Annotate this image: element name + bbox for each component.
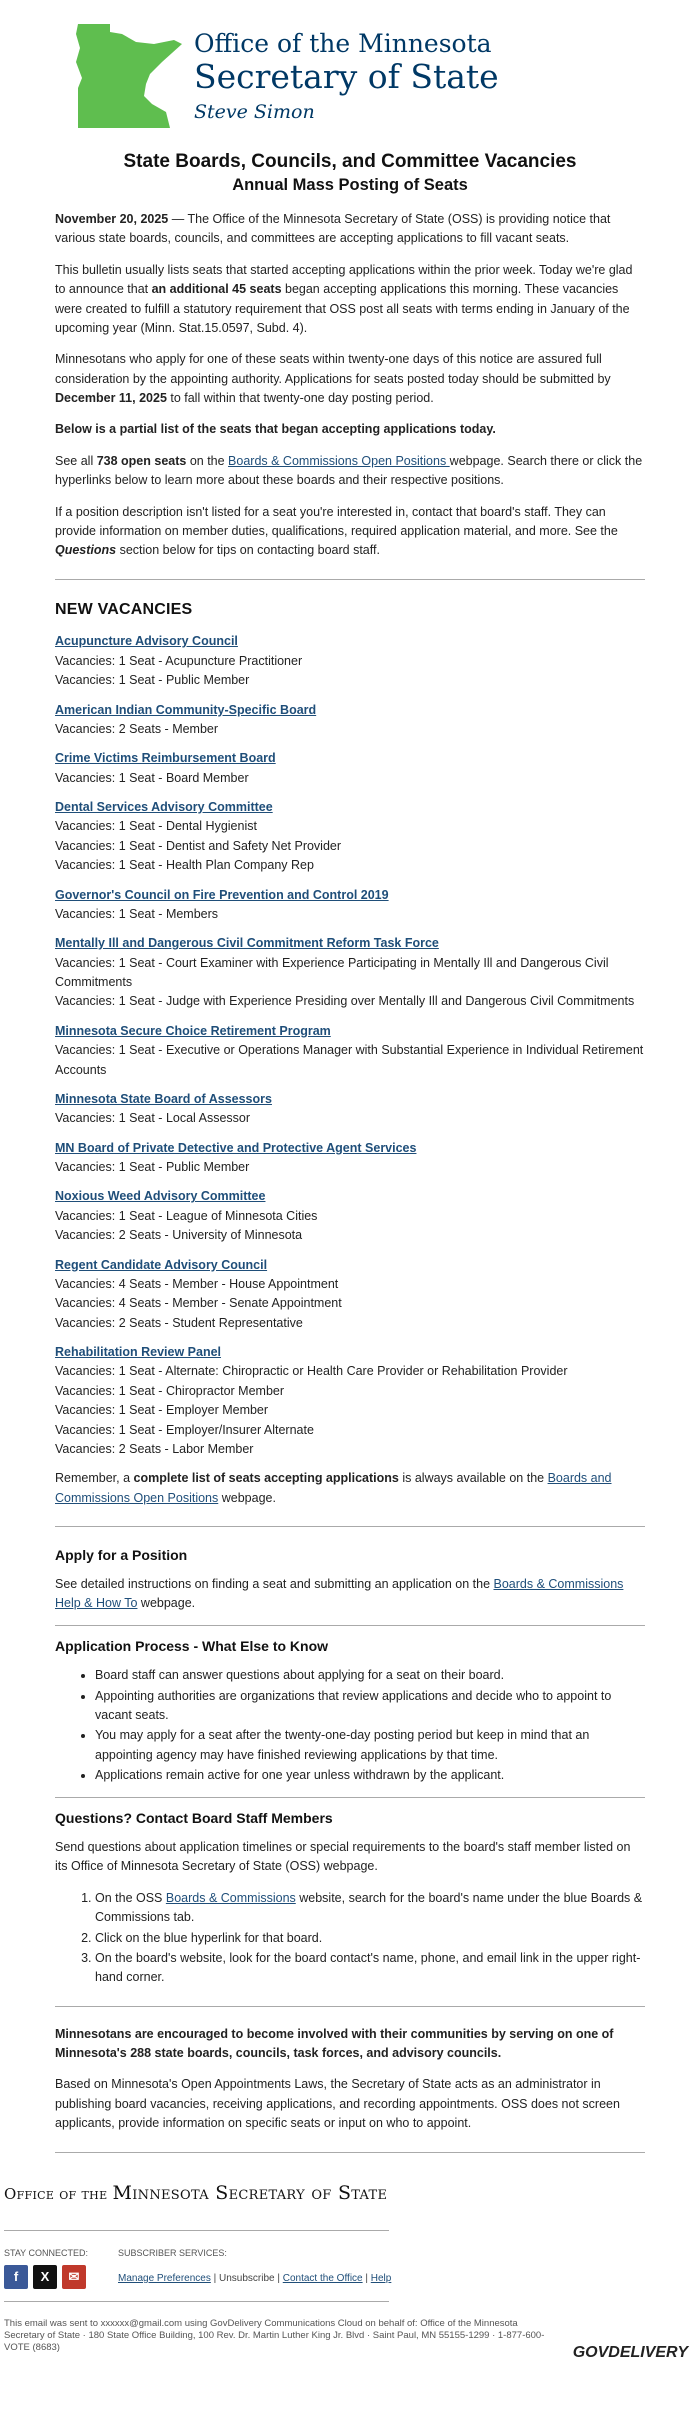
- boards-open-positions-link[interactable]: Boards and Commissions Open Positions: [55, 1471, 612, 1505]
- process-heading: Application Process - What Else to Know: [55, 1638, 329, 1655]
- new-vacancies-heading: NEW VACANCIES: [55, 600, 193, 618]
- board-link[interactable]: Crime Victims Reimbursement Board: [55, 751, 276, 766]
- intro-paragraph-2: [55, 261, 645, 339]
- apply-text: webpage.: [137, 1596, 196, 1611]
- vacancy-line: Vacancies: 1 Seat - Court Examiner with Experience Participating in Mentally Ill and Dangerous Civil Commitments: [55, 955, 609, 990]
- apply-paragraph: [55, 1575, 645, 1614]
- x-icon[interactable]: X: [33, 2265, 57, 2289]
- remember-text: webpage.: [218, 1490, 276, 1505]
- vacancy-line: Vacancies: 1 Seat - Alternate: Chiropractic or Health Care Provider or Rehabilitation Provider: [55, 1364, 568, 1379]
- vacancy-block: [55, 632, 645, 690]
- questions-ref: Questions: [55, 543, 117, 558]
- divider: [55, 1797, 645, 1798]
- vacancy-block: [55, 701, 645, 740]
- closing-text: Based on Minnesota's Open Appointments Laws, the Secretary of State acts as an administrator in publishing board vacancies, receiving applications, and recording appointments. OSS does not screen applicants, provide information on specific seats or input on who to appoint.: [55, 2077, 620, 2131]
- vacancy-line: Vacancies: 1 Seat - Health Plan Company Rep: [55, 858, 314, 873]
- footer-logo-prefix: Office of the: [4, 2184, 113, 2203]
- vacancy-line: Vacancies: 2 Seats - Labor Member: [55, 1441, 254, 1456]
- vacancy-block: [55, 749, 645, 788]
- footer: [0, 2179, 700, 2362]
- intro-bold: an additional 45 seats: [151, 282, 282, 297]
- apply-text: See detailed instructions on finding a seat and submitting an application on the: [55, 1576, 494, 1591]
- step-text: website, search for the board's name under the blue Boards & Commissions tab.: [95, 1890, 643, 1925]
- vacancy-line: Vacancies: 1 Seat - Judge with Experience Presiding over Mentally Ill and Dangerous Civil Commitments: [55, 994, 635, 1009]
- open-seats-count: 738 open seats: [96, 453, 187, 468]
- subscriber-services: [118, 2247, 391, 2289]
- list-item: • Appointing authorities are organizations that review applications and decide who to appoint to vacant seats.: [95, 1687, 645, 1726]
- questions-steps: [95, 1889, 645, 1988]
- board-link[interactable]: Regent Candidate Advisory Council: [55, 1257, 268, 1272]
- intro-paragraph-6: [55, 503, 645, 561]
- intro-text: webpage. Search there or click the hyperlinks below to learn more about these boards and their respective positions.: [55, 453, 643, 488]
- list-item: 3. On the board's website, look for the board contact's name, phone, and email link in the upper right-hand corner.: [95, 1949, 645, 1988]
- board-link[interactable]: American Indian Community-Specific Board: [55, 702, 317, 717]
- remember-bold: complete list of seats accepting applications: [133, 1471, 399, 1486]
- closing-bold-text: Minnesotans are encouraged to become involved with their communities by serving on one of Minnesota's 288 state boards, councils, task forces, and advisory councils.: [55, 2026, 614, 2061]
- vacancy-block: [55, 934, 645, 1012]
- footer-divider: [4, 2301, 389, 2302]
- vacancy-line: Vacancies: 1 Seat - Members: [55, 906, 219, 921]
- subscriber-services-label: SUBSCRIBER SERVICES:: [118, 2248, 227, 2259]
- questions-heading: Questions? Contact Board Staff Members: [55, 1810, 333, 1827]
- remember-text: is always available on the: [398, 1471, 548, 1486]
- deadline-date: December 11, 2025: [55, 391, 167, 405]
- facebook-icon[interactable]: f: [4, 2265, 28, 2289]
- contact-office-link[interactable]: Contact the Office: [282, 2272, 363, 2284]
- intro-paragraph-3: [55, 350, 645, 408]
- intro-text: Minnesotans who apply for one of these seats within twenty-one days of this notice are assured full consideration by the appointing authority. Applications for seats posted today should be submitted by: [55, 352, 611, 386]
- remember-paragraph: [55, 1469, 645, 1508]
- questions-intro: Send questions about application timelines or special requirements to the board's staff member listed on its Office of Minnesota Secretary of State (OSS) webpage.: [55, 1840, 631, 1874]
- divider: [55, 2152, 645, 2153]
- list-item: • Applications remain active for one year unless withdrawn by the applicant.: [95, 1766, 645, 1785]
- vacancy-list: [55, 632, 645, 1459]
- closing-bold: [55, 2025, 645, 2064]
- intro-text: If a position description isn't listed for a seat you're interested in, contact that board's staff. They can provide information on member duties, qualifications, required application material, and more. See the: [55, 504, 618, 538]
- vacancy-line: Vacancies: 1 Seat - Local Assessor: [55, 1111, 251, 1126]
- help-link[interactable]: Help: [370, 2272, 392, 2284]
- boards-commissions-link[interactable]: Boards & Commissions: [165, 1890, 296, 1905]
- intro-text: See all: [55, 453, 97, 468]
- step-text: On the OSS: [95, 1890, 166, 1905]
- intro-paragraph-4: [55, 420, 645, 439]
- divider: [55, 1625, 645, 1626]
- divider: [55, 579, 645, 580]
- unsubscribe-link[interactable]: Unsubscribe: [219, 2272, 275, 2284]
- vacancy-line: Vacancies: 1 Seat - Board Member: [55, 770, 249, 785]
- logo-line-office: Office of the Minnesota: [194, 29, 492, 58]
- footer-logo-main: Minnesota Secretary of State: [112, 2181, 388, 2204]
- govdelivery-logo: GOVDELIVERY: [572, 2344, 688, 2362]
- page-subtitle: Annual Mass Posting of Seats: [232, 176, 468, 194]
- board-link[interactable]: Noxious Weed Advisory Committee: [55, 1189, 266, 1204]
- intro-paragraph-1: [55, 210, 645, 249]
- subscriber-links: Manage Preferences | Unsubscribe | Contact the Office | Help: [118, 2272, 392, 2284]
- intro-bold: Below is a partial list of the seats that began accepting applications today.: [55, 422, 496, 437]
- board-link[interactable]: Governor's Council on Fire Prevention and Control 2019: [55, 887, 389, 902]
- vacancy-block: [55, 1256, 645, 1334]
- intro-text: to fall within that twenty-one day posting period.: [166, 391, 434, 405]
- vacancy-block: [55, 1343, 645, 1459]
- oss-header: [0, 0, 700, 132]
- board-link[interactable]: MN Board of Private Detective and Protective Agent Services: [55, 1140, 417, 1155]
- list-item: 2. Click on the blue hyperlink for that board.: [95, 1929, 645, 1948]
- board-link[interactable]: Rehabilitation Review Panel: [55, 1345, 222, 1360]
- list-item: • You may apply for a seat after the twenty-one-day posting period but keep in mind that an appointing agency may have finished reviewing applications by that time.: [95, 1726, 645, 1765]
- vacancy-line: Vacancies: 1 Seat - Public Member: [55, 673, 250, 688]
- board-link[interactable]: Minnesota Secure Choice Retirement Program: [55, 1023, 331, 1038]
- vacancy-block: [55, 1187, 645, 1245]
- remember-text: Remember, a: [55, 1471, 134, 1486]
- apply-heading: Apply for a Position: [55, 1547, 188, 1564]
- vacancy-line: Vacancies: 4 Seats - Member - Senate Appointment: [55, 1296, 342, 1311]
- email-icon[interactable]: ✉: [62, 2265, 86, 2289]
- notice-date: November 20, 2025: [55, 212, 169, 226]
- footer-disclaimer: This email was sent to xxxxxx@gmail.com using GovDelivery Communications Cloud on behalf of: Office of the Minnesota Secretary of State · 180 State Office Building, 100 Rev. Dr. Martin Luther King Jr. Blvd · Saint Paul, MN 55155-1299 · 1-877-600-VOTE (8683): [4, 2317, 545, 2353]
- list-item: • Board staff can answer questions about applying for a seat on their board.: [95, 1666, 645, 1685]
- list-item: [95, 1889, 645, 1928]
- minnesota-map-icon: [70, 22, 188, 130]
- intro-text: began accepting applications this morning. These vacancies were created to fulfill a statutory requirement that OSS post all seats with terms ending in January of the upcoming year (Minn. Stat.15.0597, Subd. 4).: [55, 282, 630, 335]
- vacancy-block: [55, 1090, 645, 1129]
- process-list: [95, 1666, 645, 1785]
- stay-connected-label: STAY CONNECTED:: [4, 2248, 89, 2259]
- board-link[interactable]: Mentally Ill and Dangerous Civil Commitment Reform Task Force: [55, 936, 439, 951]
- stay-connected: [4, 2247, 94, 2289]
- footer-logo: [0, 2179, 700, 2208]
- vacancy-block: [55, 1022, 645, 1080]
- vacancy-line: Vacancies: 1 Seat - Acupuncture Practitioner: [55, 653, 303, 668]
- intro-text: This bulletin usually lists seats that started accepting applications within the prior week. Today we're glad to announce that: [55, 262, 633, 297]
- main-content: [0, 150, 700, 2153]
- divider: [55, 1526, 645, 1527]
- vacancy-line: Vacancies: 2 Seats - Member: [55, 721, 219, 736]
- intro-text: — The Office of the Minnesota Secretary of State (OSS) is providing notice that various state boards, councils, and committees are accepting applications to fill vacant seats.: [55, 212, 611, 246]
- vacancy-line: Vacancies: 1 Seat - Employer Member: [55, 1403, 269, 1418]
- divider: [55, 2006, 645, 2007]
- manage-preferences-link[interactable]: Manage Preferences: [118, 2272, 211, 2284]
- vacancy-line: Vacancies: 2 Seats - Student Representative: [55, 1315, 303, 1330]
- footer-divider: [4, 2230, 389, 2231]
- oss-logo-text: [194, 30, 499, 124]
- vacancy-line: Vacancies: 4 Seats - Member - House Appointment: [55, 1276, 339, 1291]
- vacancy-line: Vacancies: 1 Seat - Executive or Operations Manager with Substantial Experience in Individual Retirement Accounts: [55, 1043, 644, 1077]
- logo-line-name: Steve Simon: [194, 101, 315, 123]
- vacancy-block: [55, 1139, 645, 1178]
- footer-links: [0, 2247, 700, 2289]
- board-link[interactable]: Minnesota State Board of Assessors: [55, 1091, 272, 1106]
- intro-paragraph-5: [55, 452, 645, 491]
- intro-text: on the: [186, 453, 229, 468]
- page-title: State Boards, Councils, and Committee Vacancies: [123, 151, 577, 172]
- vacancy-line: Vacancies: 1 Seat - Dentist and Safety Net Provider: [55, 838, 342, 853]
- vacancy-line: Vacancies: 1 Seat - Employer/Insurer Alternate: [55, 1422, 314, 1437]
- social-icons: [4, 2265, 94, 2289]
- vacancy-line: Vacancies: 1 Seat - Chiropractor Member: [55, 1383, 285, 1398]
- vacancy-line: Vacancies: 1 Seat - League of Minnesota Cities: [55, 1208, 318, 1223]
- open-positions-link[interactable]: Boards & Commissions Open Positions: [228, 453, 450, 468]
- board-link[interactable]: Dental Services Advisory Committee: [55, 800, 273, 815]
- vacancy-line: Vacancies: 2 Seats - University of Minnesota: [55, 1228, 303, 1243]
- vacancy-block: [55, 798, 645, 876]
- help-how-to-link[interactable]: Boards & Commissions Help & How To: [55, 1576, 624, 1611]
- logo-line-secretary: Secretary of State: [194, 57, 499, 96]
- vacancy-line: Vacancies: 1 Seat - Dental Hygienist: [55, 819, 257, 834]
- vacancy-block: [55, 886, 645, 925]
- intro-text: section below for tips on contacting board staff.: [116, 543, 380, 558]
- board-link[interactable]: Acupuncture Advisory Council: [55, 634, 238, 649]
- vacancy-line: Vacancies: 1 Seat - Public Member: [55, 1160, 250, 1175]
